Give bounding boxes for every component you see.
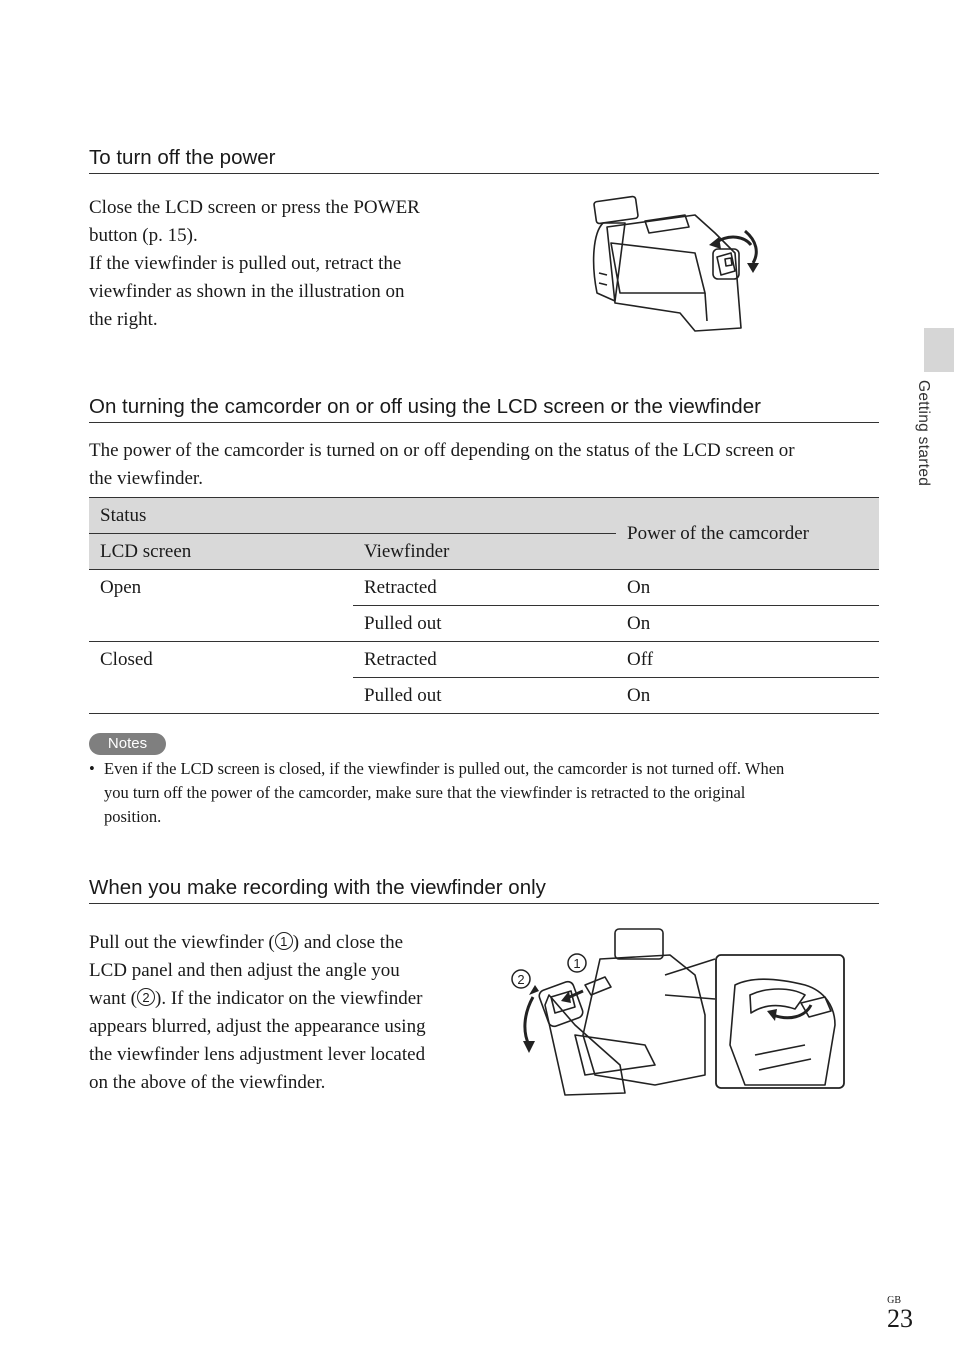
heading-lcd-viewfinder-power: On turning the camcorder on or off using the LCD screen or the viewfinder <box>89 395 879 423</box>
heading-turn-off-power: To turn off the power <box>89 146 879 174</box>
callout-2-label: 2 <box>517 972 525 987</box>
text-span: want ( <box>89 988 138 1009</box>
chapter-tab-marker <box>924 328 954 372</box>
text-span: Pull out the viewfinder ( <box>89 932 275 953</box>
viewfinder-cell: Pulled out <box>353 678 616 714</box>
step-1-icon: 1 <box>275 932 293 950</box>
table-row <box>89 606 879 642</box>
power-cell: On <box>616 678 879 714</box>
text-line: appears blurred, adjust the appearance using <box>89 1016 426 1037</box>
camcorder-retract-illustration <box>585 193 770 335</box>
text-line: the viewfinder lens adjustment lever located <box>89 1044 426 1065</box>
table-row <box>89 678 879 714</box>
table-row <box>89 642 879 678</box>
table-header-row <box>89 498 879 534</box>
text-line: The power of the camcorder is turned on or off depending on the status of the LCD screen or <box>89 440 795 461</box>
status-header: Status <box>89 498 616 534</box>
text-span: ). If the indicator on the viewfinder <box>155 988 423 1009</box>
viewfinder-cell: Retracted <box>353 642 616 678</box>
chapter-tab-label <box>902 380 942 520</box>
page-number-value: 23 <box>887 1304 913 1333</box>
viewfinder-instructions <box>89 929 479 1097</box>
notes-badge: Notes <box>89 733 166 755</box>
text-line: on the above of the viewfinder. <box>89 1072 326 1093</box>
power-status-table <box>89 497 879 714</box>
note-text <box>104 757 874 829</box>
text-line: position. <box>104 807 162 826</box>
text-line: viewfinder as shown in the illustration on <box>89 281 405 302</box>
chapter-title: Getting started <box>915 380 932 487</box>
power-header: Power of the camcorder <box>616 498 879 570</box>
text-line: the right. <box>89 309 158 330</box>
power-cell: Off <box>616 642 879 678</box>
viewfinder-header: Viewfinder <box>353 534 616 570</box>
text-line <box>89 929 479 957</box>
lcd-cell: Open <box>100 576 142 598</box>
bullet-icon: • <box>89 759 95 778</box>
page-number <box>887 1295 913 1332</box>
lcd-cell: Closed <box>100 648 153 670</box>
lcd-screen-header: LCD screen <box>89 534 353 570</box>
power-cell: On <box>616 570 879 606</box>
region-code: GB <box>887 1295 901 1306</box>
lcd-cell <box>89 678 353 714</box>
callout-1-label: 1 <box>573 956 581 971</box>
power-cell: On <box>616 606 879 642</box>
viewfinder-cell: Retracted <box>353 570 616 606</box>
heading-viewfinder-only: When you make recording with the viewfinder only <box>89 876 879 904</box>
table-row <box>89 570 879 606</box>
lcd-cell <box>89 606 353 642</box>
text-line: the viewfinder. <box>89 468 203 489</box>
text-line: button (p. 15). <box>89 225 198 246</box>
text-line: If the viewfinder is pulled out, retract the <box>89 253 402 274</box>
viewfinder-adjust-illustration <box>505 925 850 1097</box>
turn-off-instructions <box>89 194 469 334</box>
step-2-icon: 2 <box>137 988 155 1006</box>
text-line: Even if the LCD screen is closed, if the viewfinder is pulled out, the camcorder is not turned off. When <box>104 759 785 778</box>
power-intro <box>89 437 889 493</box>
text-span: ) and close the <box>292 932 404 953</box>
viewfinder-cell: Pulled out <box>353 606 616 642</box>
text-line: Close the LCD screen or press the POWER <box>89 197 420 218</box>
text-line: you turn off the power of the camcorder, make sure that the viewfinder is retracted to the original <box>104 783 746 802</box>
text-line: LCD panel and then adjust the angle you <box>89 960 400 981</box>
text-line <box>89 985 479 1013</box>
